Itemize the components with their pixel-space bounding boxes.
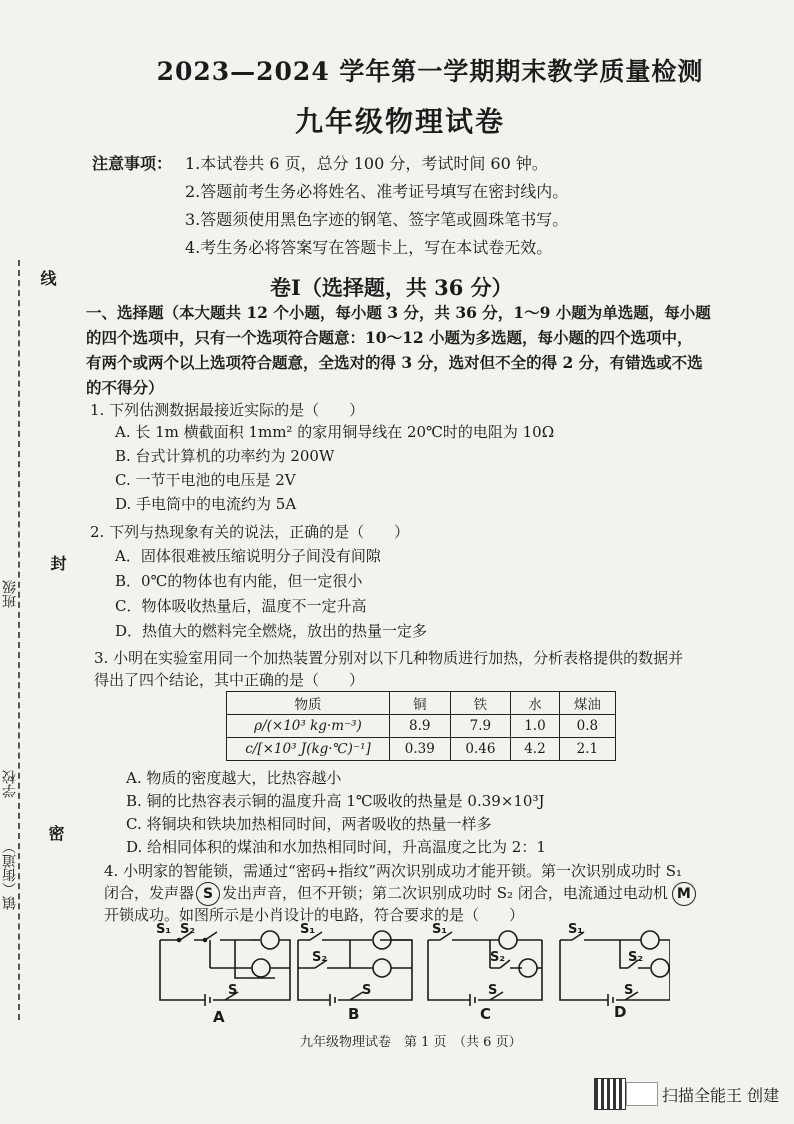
- option-d: D．热值大的燃料完全燃烧，放出的热量一定多: [115, 622, 428, 640]
- switch-label: S₁: [300, 922, 316, 937]
- section-line: 的不得分）: [86, 378, 164, 397]
- exam-subtitle: 九年级物理试卷: [294, 105, 505, 138]
- circuit-a: [160, 931, 290, 1006]
- section-line: 一、选择题（本大题共 12 个小题，每小题 3 分，共 36 分，1～9 小题为单选题，每小题: [86, 303, 711, 322]
- table-cell: 2.1: [559, 738, 615, 761]
- table-cell: c/[×10³ J(kg·℃)⁻¹]: [227, 738, 390, 761]
- section-instructions: [86, 300, 776, 400]
- notice-item: 2.答题前考生务必将姓名、准考证号填写在密封线内。: [185, 182, 569, 201]
- margin-mi: 密: [46, 825, 65, 841]
- table-header-cell: 铜: [390, 692, 451, 715]
- switch-label: S₂: [490, 950, 506, 965]
- option-d: D. 手电筒中的电流约为 5A: [115, 495, 297, 513]
- table-cell: 7.9: [450, 715, 511, 738]
- table-row: [227, 738, 616, 761]
- data-table: [226, 691, 616, 761]
- circuit-option-label: B: [348, 1005, 360, 1023]
- circuit-b: [298, 931, 412, 1006]
- table-cell: 1.0: [511, 715, 560, 738]
- option-b: B. 铜的比热容表示铜的温度升高 1℃吸收的热量是 0.39×10³J: [126, 792, 545, 810]
- question-stem: 2. 下列与热现象有关的说法，正确的是（ ）: [90, 523, 410, 541]
- table-cell: 4.2: [511, 738, 560, 761]
- circuit-diagrams: [150, 918, 670, 1028]
- margin-xian: 线: [38, 270, 57, 286]
- circuit-c: [428, 931, 542, 1006]
- question-stem-cont: 开锁成功。如图所示是小肖设计的电路，符合要求的是（ ）: [104, 906, 525, 924]
- table-cell: 0.39: [390, 738, 451, 761]
- circuit-option-label: A: [213, 1008, 225, 1026]
- exam-title: 2023—2024 学年第一学期期末教学质量检测: [156, 57, 704, 86]
- switch-label: S: [624, 983, 634, 998]
- circuit-option-label: D: [614, 1003, 627, 1021]
- section-line: 有两个或两个以上选项符合题意，全选对的得 3 分，选对但不全的得 2 分，有错选或不选: [86, 353, 703, 372]
- notice-item: 3.答题须使用黑色字迹的钢笔、签字笔或圆珠笔书写。: [185, 210, 569, 229]
- speaker-symbol-icon: S: [196, 882, 220, 906]
- option-c: C. 将铜块和铁块加热相同时间，两者吸收的热量一样多: [126, 815, 492, 833]
- switch-label: S₂: [180, 922, 196, 937]
- notice-item: 4.考生务必将答案写在答题卡上，写在本试卷无效。: [185, 238, 553, 257]
- stem-fragment: 闭合，发声器: [104, 884, 195, 902]
- switch-label: S₂: [312, 950, 328, 965]
- section-line: 的四个选项中，只有一个选项符合题意：10～12 小题为多选题，每小题的四个选项中，: [86, 328, 693, 347]
- option-b: B. 台式计算机的功率约为 200W: [115, 447, 335, 465]
- margin-school-label: 学校: [2, 770, 18, 798]
- option-a: A. 物质的密度越大，比热容越小: [126, 769, 342, 787]
- switch-label: S: [488, 983, 498, 998]
- option-a: A. 长 1m 横截面积 1mm² 的家用铜导线在 20℃时的电阻为 10Ω: [115, 423, 555, 441]
- switch-label: S: [362, 983, 372, 998]
- part-title: 卷Ⅰ（选择题，共 36 分）: [270, 275, 513, 300]
- question-stem: 3. 小明在实验室用同一个加热装置分别对以下几种物质进行加热，分析表格提供的数据并: [94, 649, 684, 667]
- switch-label: S₁: [432, 922, 448, 937]
- switch-label: S₂: [628, 950, 644, 965]
- margin-town-label: 镇（街道）: [2, 840, 18, 910]
- scanner-watermark: [594, 1076, 784, 1110]
- scanner-label: 扫描全能王 创建: [662, 1086, 780, 1105]
- table-row: [227, 715, 616, 738]
- circuit-d: [560, 931, 670, 1006]
- question-stem: 4. 小明家的智能锁，需通过“密码+指纹”两次识别成功才能开锁。第一次识别成功时 S₁: [104, 862, 683, 880]
- circuit-option-label: C: [480, 1005, 492, 1023]
- table-cell: 8.9: [390, 715, 451, 738]
- question-stem-cont: 得出了四个结论，其中正确的是（ ）: [94, 671, 365, 689]
- table-header-row: [227, 692, 616, 715]
- table-cell: 0.8: [559, 715, 615, 738]
- table-header-cell: 铁: [450, 692, 511, 715]
- notice-label: 注意事项：: [92, 154, 173, 173]
- qr-code-icon: [594, 1078, 626, 1110]
- option-b: B．0℃的物体也有内能，但一定很小: [115, 572, 363, 590]
- margin-feng: 封: [48, 555, 67, 571]
- table-cell: 0.46: [450, 738, 511, 761]
- option-a: A．固体很难被压缩说明分子间没有间隙: [115, 547, 381, 565]
- notice-item: 1.本试卷共 6 页，总分 100 分，考试时间 60 钟。: [185, 154, 548, 173]
- option-c: C. 一节干电池的电压是 2V: [115, 471, 296, 489]
- option-c: C．物体吸收热量后，温度不一定升高: [115, 597, 367, 615]
- table-header-cell: 物质: [227, 692, 390, 715]
- question-stem: 1. 下列估测数据最接近实际的是（ ）: [90, 401, 365, 419]
- switch-label: S₁: [568, 922, 584, 937]
- page-footer: 九年级物理试卷 第 1 页 （共 6 页）: [300, 1035, 522, 1050]
- stem-fragment: 发出声音，但不开锁；第二次识别成功时 S₂ 闭合，电流通过电动机: [222, 884, 668, 902]
- switch-label: S: [228, 983, 238, 998]
- scanner-logo-icon: [626, 1082, 658, 1106]
- table-header-cell: 煤油: [559, 692, 615, 715]
- switch-label: S₁: [156, 922, 172, 937]
- option-d: D. 给相同体积的煤油和水加热相同时间，升高温度之比为 2：1: [126, 838, 546, 856]
- table-header-cell: 水: [511, 692, 560, 715]
- margin-class-label: 班级: [2, 580, 18, 608]
- table-cell: ρ/(×10³ kg·m⁻³): [227, 715, 390, 738]
- motor-symbol-icon: M: [672, 882, 696, 906]
